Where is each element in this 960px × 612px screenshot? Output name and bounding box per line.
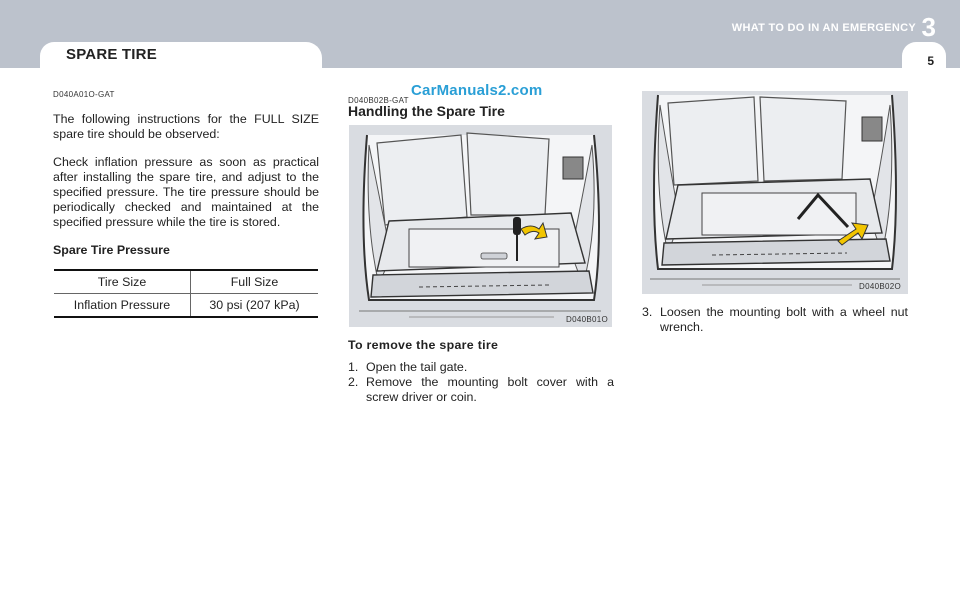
chapter-title: WHAT TO DO IN AN EMERGENCY xyxy=(731,22,916,34)
left-column xyxy=(53,90,319,318)
table-cell-label: Tire Size xyxy=(54,270,191,294)
reference-code: D040A01O-GAT xyxy=(53,90,115,99)
step-number: 3. xyxy=(642,305,653,319)
cargo-area-figure-1 xyxy=(349,125,612,327)
table-row xyxy=(54,294,318,318)
table-cell-label: Inflation Pressure xyxy=(54,294,191,318)
table-cell-value: 30 psi (207 kPa) xyxy=(191,294,319,318)
reference-code: D040B02B-GAT xyxy=(348,96,409,105)
spare-tire-pressure-heading: Spare Tire Pressure xyxy=(53,243,170,257)
steps-list xyxy=(348,360,614,405)
watermark-link[interactable]: CarManuals2.com xyxy=(411,82,543,99)
step-number: 2. xyxy=(348,375,359,389)
figure-code: D040B01O xyxy=(566,315,608,324)
list-item xyxy=(642,305,908,335)
table-row xyxy=(54,270,318,294)
inflation-paragraph: Check inflation pressure as soon as practical after installing the spare tire, and adjust to the specified pressure. The tire pressure should be periodically checked and maintained at the specified pressure while the tire is stored. xyxy=(53,155,319,229)
step-number: 1. xyxy=(348,360,359,374)
step-text: Loosen the mounting bolt with a wheel nut wrench. xyxy=(660,305,908,334)
procedure-title: To remove the spare tire xyxy=(348,338,499,352)
list-item xyxy=(348,360,614,375)
pressure-table xyxy=(54,269,318,318)
step-text: Remove the mounting bolt cover with a screw driver or coin. xyxy=(366,375,614,404)
step-text: Open the tail gate. xyxy=(366,360,468,374)
list-item xyxy=(348,375,614,405)
handling-heading: Handling the Spare Tire xyxy=(348,103,505,119)
figure-code: D040B02O xyxy=(859,282,901,291)
steps-list xyxy=(642,305,908,335)
section-title: SPARE TIRE xyxy=(66,46,157,63)
cargo-area-illustration xyxy=(349,125,612,327)
intro-paragraph: The following instructions for the FULL SIZE spare tire should be observed: xyxy=(53,112,319,141)
page-number: 5 xyxy=(927,54,934,68)
page-tab xyxy=(902,42,946,82)
middle-column xyxy=(348,82,614,405)
cargo-area-illustration xyxy=(642,91,908,294)
table-cell-value: Full Size xyxy=(191,270,319,294)
right-column xyxy=(642,91,908,335)
chapter-number: 3 xyxy=(921,12,936,42)
cargo-area-figure-2 xyxy=(642,91,905,294)
code-line xyxy=(348,82,614,105)
